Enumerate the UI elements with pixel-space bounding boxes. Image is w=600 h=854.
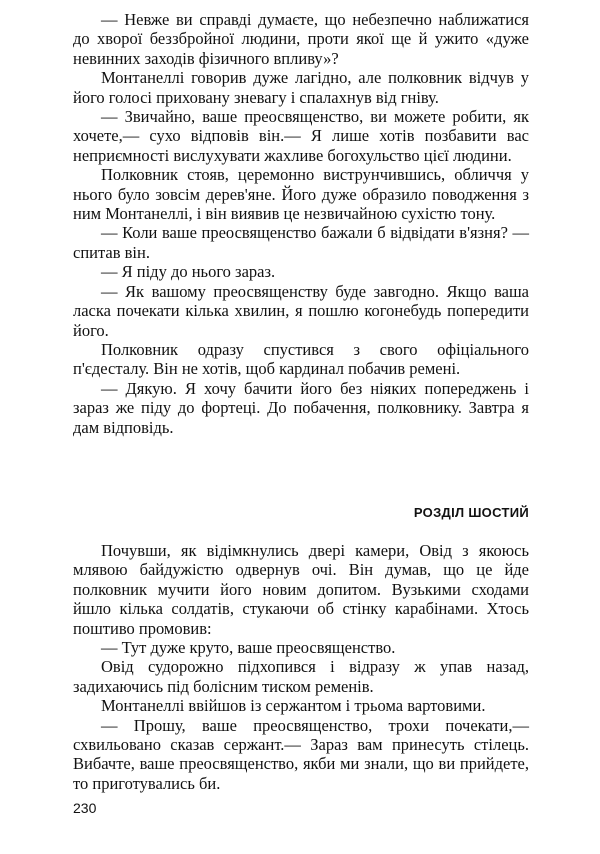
paragraph: — Як вашому преосвященству буде завгодно. Якщо ваша ласка почекати кілька хвилин, я пошлю когонебудь попередити його. <box>73 281 529 340</box>
paragraph: Полковник стояв, церемонно виструнчившись, обличчя у нього було зовсім дерев'яне. Його дуже образило поводження з ним Монтанеллі, і він виявив це незвичайною сухістю тону. <box>73 165 529 224</box>
text-block-2 <box>73 541 529 793</box>
paragraph: Монтанеллі говорив дуже лагідно, але полковник відчув у його голосі приховану зневагу і спалахнув від гніву. <box>73 68 529 107</box>
paragraph: — Дякую. Я хочу бачити його без ніяких попереджень і зараз же піду до фортеці. До побачення, полковнику. Завтра я дам відповідь. <box>73 378 529 437</box>
paragraph: — Невже ви справді думаєте, що небезпечно наближатися до хворої беззбройної людини, проти якої ще й ужито «дуже невинних заходів фізичного впливу»? <box>73 10 529 68</box>
chapter-heading: РОЗДІЛ ШОСТИЙ <box>413 505 529 520</box>
paragraph: — Прошу, ваше преосвященство, трохи почекати,— схвильовано сказав сержант.— Зараз вам принесуть стілець. Вибачте, ваше преосвященство, якби ми знали, що ви прийдете, то приготувались би. <box>73 715 529 793</box>
paragraph: — Тут дуже круто, ваше преосвященство. <box>101 638 396 658</box>
paragraph: Почувши, як відімкнулись двері камери, Овід з якоюсь млявою байдужістю одвернув очі. Він думав, що це йде полковник мучити його новим допитом. Вузькими сходами йшло кілька солдатів, стукаючи об стінку карабінами. Хтось поштиво промовив: <box>73 541 529 638</box>
page-number: 230 <box>73 800 97 816</box>
paragraph: Овід судорожно підхопився і відразу ж упав назад, задихаючись під болісним тиском ременів. <box>73 657 529 696</box>
paragraph: — Коли ваше преосвященство бажали б відвідати в'язня? — спитав він. <box>73 223 529 262</box>
paragraph: — Я піду до нього зараз. <box>101 262 276 282</box>
paragraph: — Звичайно, ваше преосвященство, ви можете робити, як хочете,— сухо відповів він.— Я лише хотів позбавити вас неприємності вислухувати жахливе богохульство цієї людини. <box>73 107 529 165</box>
paragraph: Полковник одразу спустився з свого офіціального п'єдесталу. Він не хотів, щоб кардинал побачив ремені. <box>73 339 529 379</box>
text-block-1 <box>73 10 529 437</box>
paragraph: Монтанеллі ввійшов із сержантом і трьома вартовими. <box>101 696 486 716</box>
